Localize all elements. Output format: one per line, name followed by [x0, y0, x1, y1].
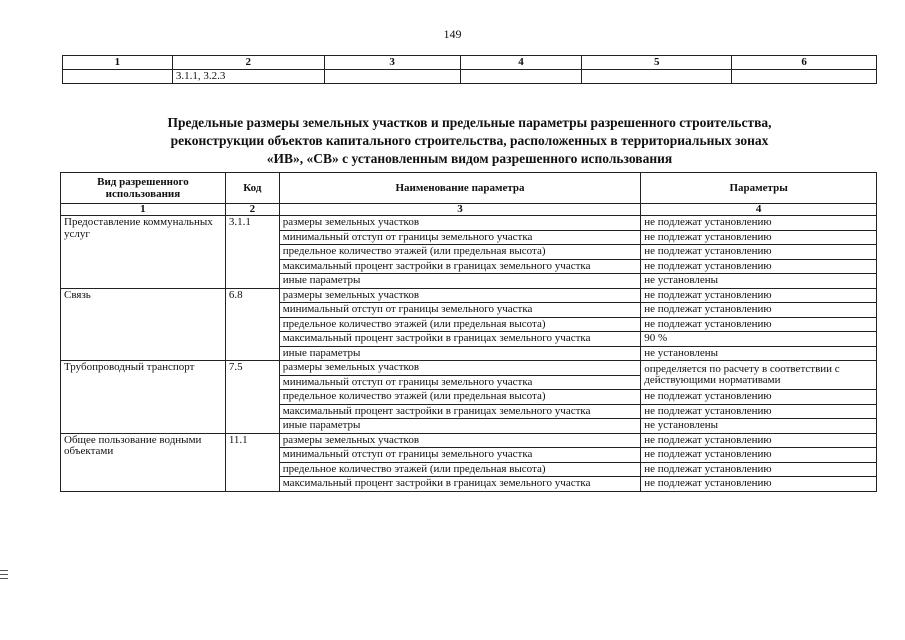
value-cell: не установлены — [641, 346, 877, 361]
parameter-cell: размеры земельных участков — [279, 361, 640, 376]
column-number: 2 — [172, 56, 324, 70]
parameter-cell: размеры земельных участков — [279, 288, 640, 303]
code-cell: 3.1.1 — [225, 216, 279, 289]
parameter-cell: предельное количество этажей (или предельная высота) — [279, 390, 640, 405]
code-cell: 6.8 — [225, 288, 279, 361]
title-line: реконструкции объектов капитального строительства, расположенных в территориальных зонах — [170, 133, 769, 148]
table-cell — [582, 70, 732, 84]
column-number: 2 — [225, 204, 279, 216]
value-cell: не подлежат установлению — [641, 477, 877, 492]
parameter-cell: иные параметры — [279, 274, 640, 289]
value-cell: 90 % — [641, 332, 877, 347]
use-type-cell: Предоставление коммунальных услуг — [61, 216, 226, 289]
section-title — [62, 114, 877, 168]
column-number-row — [61, 204, 877, 216]
column-number: 6 — [732, 56, 877, 70]
column-number: 1 — [61, 204, 226, 216]
column-number: 3 — [279, 204, 640, 216]
column-number: 4 — [460, 56, 582, 70]
value-cell: не подлежат установлению — [641, 317, 877, 332]
scan-edge-mark — [0, 574, 8, 575]
parameter-cell: минимальный отступ от границы земельного участка — [279, 375, 640, 390]
parameter-cell: минимальный отступ от границы земельного участка — [279, 230, 640, 245]
title-line: «ИВ», «СВ» с установленным видом разрешенного использования — [266, 151, 673, 166]
value-cell: не подлежат установлению — [641, 448, 877, 463]
parameter-cell: максимальный процент застройки в границах земельного участка — [279, 332, 640, 347]
scan-edge-mark — [0, 570, 8, 571]
value-cell: не подлежат установлению — [641, 259, 877, 274]
parameter-cell: предельное количество этажей (или предельная высота) — [279, 317, 640, 332]
value-cell: не подлежат установлению — [641, 303, 877, 318]
value-cell: не подлежат установлению — [641, 245, 877, 260]
table-row — [61, 216, 877, 231]
header-use-type: Вид разрешенного использования — [61, 173, 226, 204]
value-cell: не подлежат установлению — [641, 288, 877, 303]
table-cell — [732, 70, 877, 84]
header-parameters: Параметры — [641, 173, 877, 204]
continuation-header-row — [63, 56, 877, 70]
parameter-cell: размеры земельных участков — [279, 216, 640, 231]
use-type-cell: Трубопроводный транспорт — [61, 361, 226, 434]
code-cell: 7.5 — [225, 361, 279, 434]
value-cell: не подлежат установлению — [641, 462, 877, 477]
table-cell — [460, 70, 582, 84]
value-cell: не подлежат установлению — [641, 216, 877, 231]
title-line: Предельные размеры земельных участков и предельные параметры разрешенного строительства, — [167, 115, 772, 130]
parameter-cell: минимальный отступ от границы земельного участка — [279, 303, 640, 318]
header-code: Код — [225, 173, 279, 204]
column-number: 3 — [324, 56, 460, 70]
page-number: 149 — [443, 27, 462, 41]
table-row — [61, 361, 877, 376]
table-cell — [63, 70, 173, 84]
table-row — [61, 288, 877, 303]
header-parameter-name: Наименование параметра — [279, 173, 640, 204]
parameter-cell: предельное количество этажей (или предельная высота) — [279, 462, 640, 477]
column-number: 5 — [582, 56, 732, 70]
table-cell — [324, 70, 460, 84]
value-cell: определяется по расчету в соответствии с действующими нормативами — [641, 361, 877, 390]
parameter-cell: минимальный отступ от границы земельного участка — [279, 448, 640, 463]
parameter-cell: максимальный процент застройки в границах земельного участка — [279, 477, 640, 492]
parameter-cell: максимальный процент застройки в границах земельного участка — [279, 404, 640, 419]
scan-edge-mark — [0, 578, 8, 579]
use-type-cell: Связь — [61, 288, 226, 361]
code-cell: 11.1 — [225, 433, 279, 491]
parameters-table — [60, 172, 877, 492]
use-type-cell: Общее пользование водными объектами — [61, 433, 226, 491]
header-row — [61, 173, 877, 204]
value-cell: не подлежат установлению — [641, 390, 877, 405]
parameter-cell: иные параметры — [279, 419, 640, 434]
parameter-cell: предельное количество этажей (или предельная высота) — [279, 245, 640, 260]
value-cell: не установлены — [641, 419, 877, 434]
column-number: 1 — [63, 56, 173, 70]
parameter-cell: иные параметры — [279, 346, 640, 361]
table-row — [61, 433, 877, 448]
value-cell: не подлежат установлению — [641, 404, 877, 419]
table-cell: 3.1.1, 3.2.3 — [172, 70, 324, 84]
parameter-cell: максимальный процент застройки в границах земельного участка — [279, 259, 640, 274]
continuation-row — [63, 70, 877, 84]
parameter-cell: размеры земельных участков — [279, 433, 640, 448]
value-cell: не подлежат установлению — [641, 230, 877, 245]
value-cell: не установлены — [641, 274, 877, 289]
column-number: 4 — [641, 204, 877, 216]
continuation-table — [62, 55, 877, 84]
value-cell: не подлежат установлению — [641, 433, 877, 448]
